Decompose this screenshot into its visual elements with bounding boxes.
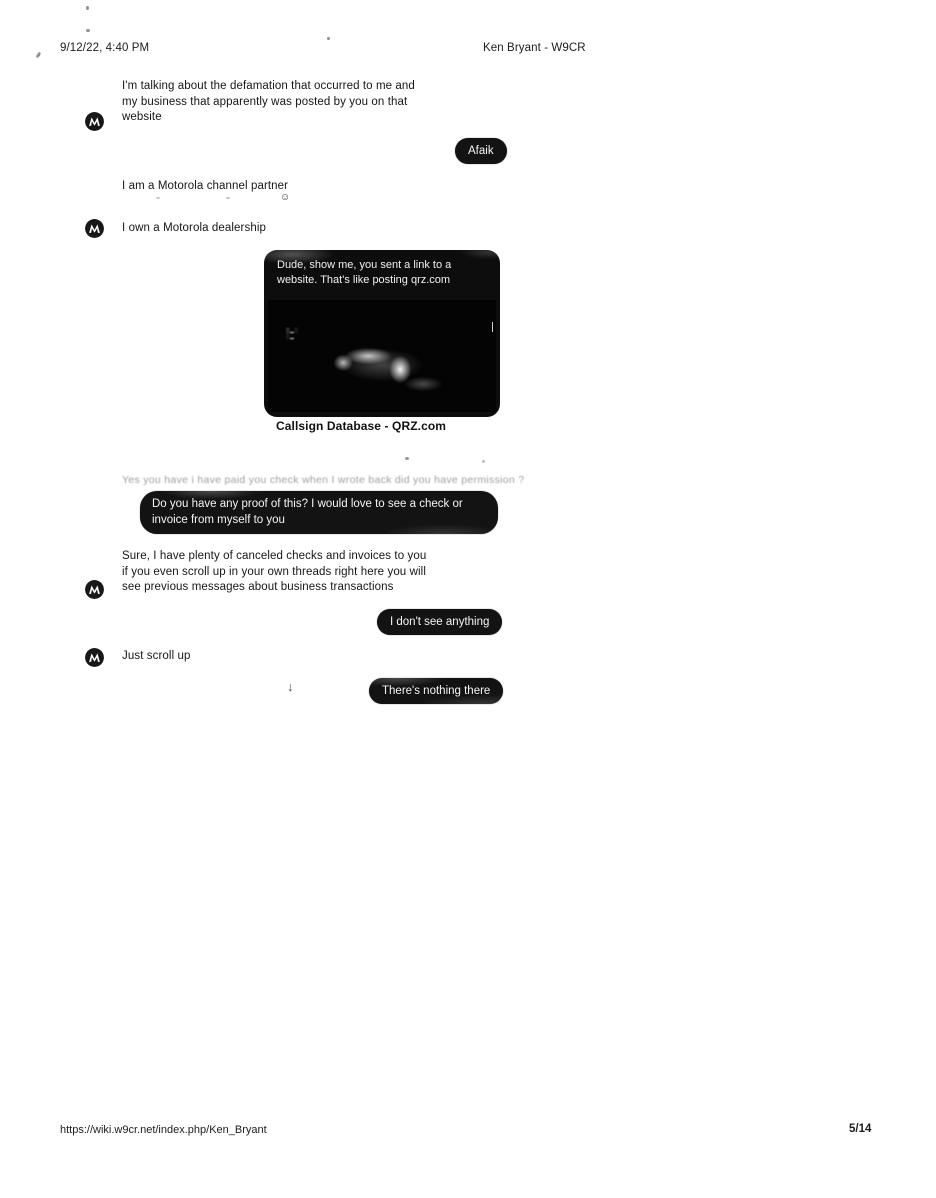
scan-speck [36,52,42,59]
smiley-reaction-icon: ☺ [280,192,291,203]
message-line: my business that apparently was posted by you on that [122,95,408,108]
chat-message-received [122,549,426,596]
chat-message-received [122,79,415,126]
chat-message-received: Just scroll up [122,650,191,662]
message-line: if you even scroll up in your own threads right here you will [122,565,426,578]
message-line: website [122,111,162,123]
message-line: website. That's like posting qrz.com [277,274,451,286]
scan-speck [327,37,330,40]
chat-message-sent: There's nothing there [369,678,503,704]
message-line: I'm talking about the defamation that occurred to me and [122,80,415,92]
scan-speck [86,6,89,10]
print-timestamp: 9/12/22, 4:40 PM [60,42,150,54]
thumbnail-watermark: ▒▂░ ░▂ [286,328,299,340]
footer-url: https://wiki.w9cr.net/index.php/Ken_Bryant [60,1124,267,1136]
ghost-bleedthrough-text: Yes you have i have paid you check when I wrote back did you have permission ? [122,474,525,486]
message-line: Do you have any proof of this? I would love to see a check or [152,498,463,510]
motorola-avatar-icon [85,219,104,238]
scan-speck [482,460,485,463]
chat-message-received: I am a Motorola channel partner [122,180,289,192]
footer-page-number: 5/14 [849,1123,872,1135]
chat-message-sent: Afaik [455,138,507,164]
chat-message-sent-link-preview [264,250,500,417]
page-title: Ken Bryant - W9CR [483,42,586,54]
message-line: see previous messages about business transactions [122,581,394,593]
link-preview-thumbnail [268,300,496,412]
message-line: invoice from myself to you [152,513,285,526]
message-line: Dude, show me, you sent a link to a [277,259,452,271]
motorola-avatar-icon [85,112,104,131]
scan-speck [405,457,409,460]
scan-speck [226,197,230,199]
motorola-avatar-icon [85,580,104,599]
down-arrow-icon: ↓ [287,679,294,694]
motorola-avatar-icon [85,648,104,667]
chat-message-received: I own a Motorola dealership [122,222,266,234]
message-line: Sure, I have plenty of canceled checks and invoices to you [122,550,427,562]
thumbnail-scrollbar [492,322,494,332]
chat-message-sent: I don't see anything [377,609,502,635]
link-preview-text [264,250,500,294]
chat-message-sent [140,491,498,534]
link-preview-caption: Callsign Database - QRZ.com [276,419,447,433]
scan-speck [86,29,90,32]
scan-speck [156,197,160,199]
